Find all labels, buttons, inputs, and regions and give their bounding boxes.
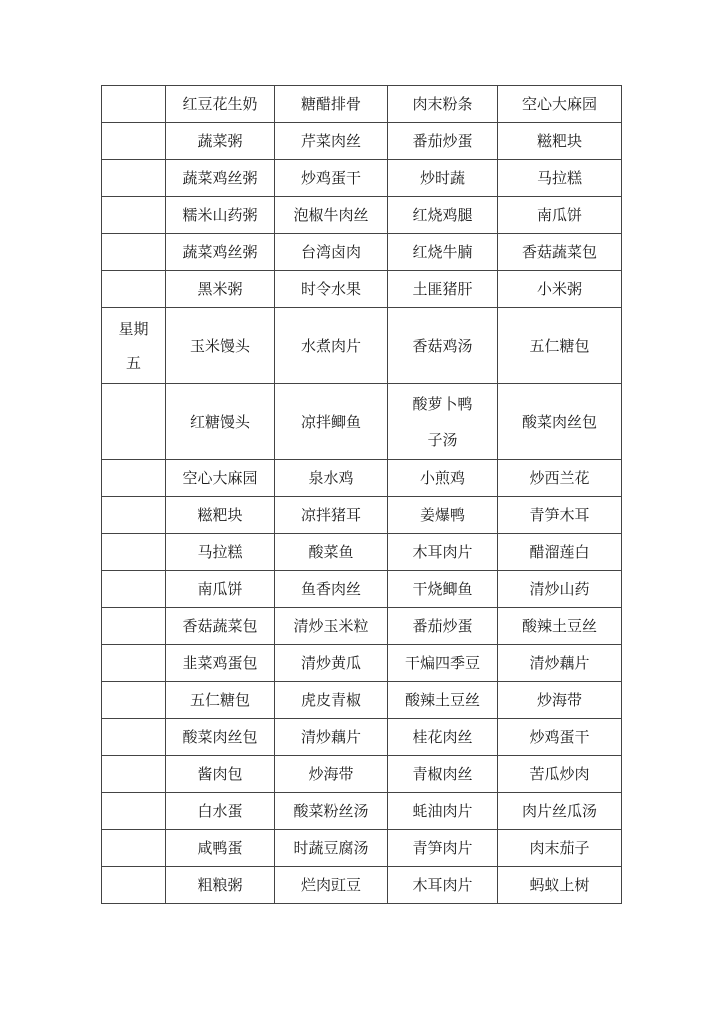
menu-cell: 小米粥 — [498, 271, 622, 308]
menu-cell: 咸鸭蛋 — [166, 830, 275, 867]
menu-cell: 芹菜肉丝 — [275, 123, 388, 160]
menu-cell: 虎皮青椒 — [275, 682, 388, 719]
table-row — [102, 534, 622, 571]
menu-cell: 青笋木耳 — [498, 497, 622, 534]
day-cell — [102, 497, 166, 534]
table-row — [102, 197, 622, 234]
menu-cell: 炒海带 — [275, 756, 388, 793]
table-row — [102, 756, 622, 793]
menu-cell: 土匪猪肝 — [388, 271, 498, 308]
menu-cell: 水煮肉片 — [275, 308, 388, 384]
table-row — [102, 719, 622, 756]
menu-cell: 红糖馒头 — [166, 384, 275, 460]
menu-table — [101, 85, 622, 904]
menu-cell: 酸菜粉丝汤 — [275, 793, 388, 830]
menu-cell: 凉拌猪耳 — [275, 497, 388, 534]
day-cell — [102, 571, 166, 608]
menu-cell: 清炒玉米粒 — [275, 608, 388, 645]
menu-cell: 泉水鸡 — [275, 460, 388, 497]
menu-cell: 鱼香肉丝 — [275, 571, 388, 608]
menu-cell: 蚝油肉片 — [388, 793, 498, 830]
table-row — [102, 645, 622, 682]
menu-cell: 五仁糖包 — [498, 308, 622, 384]
menu-cell: 白水蛋 — [166, 793, 275, 830]
menu-cell: 空心大麻园 — [166, 460, 275, 497]
menu-cell: 清炒黄瓜 — [275, 645, 388, 682]
menu-cell: 红烧鸡腿 — [388, 197, 498, 234]
menu-cell: 烂肉豇豆 — [275, 867, 388, 904]
menu-cell: 青笋肉片 — [388, 830, 498, 867]
menu-cell: 蔬菜鸡丝粥 — [166, 160, 275, 197]
menu-cell: 桂花肉丝 — [388, 719, 498, 756]
table-row — [102, 830, 622, 867]
day-label-friday: 星期五 — [118, 319, 149, 372]
menu-cell: 清炒藕片 — [275, 719, 388, 756]
menu-cell: 五仁糖包 — [166, 682, 275, 719]
menu-cell: 韭菜鸡蛋包 — [166, 645, 275, 682]
table-row — [102, 460, 622, 497]
table-row — [102, 308, 622, 384]
menu-cell: 木耳肉片 — [388, 534, 498, 571]
menu-cell: 干煸四季豆 — [388, 645, 498, 682]
table-row — [102, 682, 622, 719]
menu-cell: 干烧鲫鱼 — [388, 571, 498, 608]
menu-cell: 酸辣土豆丝 — [388, 682, 498, 719]
table-row — [102, 608, 622, 645]
day-cell — [102, 645, 166, 682]
menu-cell: 蔬菜粥 — [166, 123, 275, 160]
menu-cell: 酸辣土豆丝 — [498, 608, 622, 645]
menu-cell — [388, 384, 498, 460]
menu-cell: 空心大麻园 — [498, 86, 622, 123]
day-cell — [102, 608, 166, 645]
menu-cell: 肉片丝瓜汤 — [498, 793, 622, 830]
menu-cell: 蔬菜鸡丝粥 — [166, 234, 275, 271]
menu-cell: 糖醋排骨 — [275, 86, 388, 123]
menu-cell: 炒西兰花 — [498, 460, 622, 497]
table-row — [102, 160, 622, 197]
menu-cell: 马拉糕 — [498, 160, 622, 197]
menu-cell: 时令水果 — [275, 271, 388, 308]
day-cell — [102, 271, 166, 308]
menu-cell: 番茄炒蛋 — [388, 123, 498, 160]
menu-cell: 酸菜肉丝包 — [498, 384, 622, 460]
menu-cell: 糍粑块 — [166, 497, 275, 534]
menu-cell: 姜爆鸭 — [388, 497, 498, 534]
day-cell — [102, 756, 166, 793]
day-cell — [102, 384, 166, 460]
table-row — [102, 271, 622, 308]
menu-cell: 炒时蔬 — [388, 160, 498, 197]
menu-cell: 黑米粥 — [166, 271, 275, 308]
day-cell — [102, 460, 166, 497]
menu-cell: 台湾卤肉 — [275, 234, 388, 271]
menu-cell: 木耳肉片 — [388, 867, 498, 904]
menu-cell: 红豆花生奶 — [166, 86, 275, 123]
table-row — [102, 234, 622, 271]
menu-cell: 清炒藕片 — [498, 645, 622, 682]
menu-cell: 酸菜肉丝包 — [166, 719, 275, 756]
menu-cell: 玉米馒头 — [166, 308, 275, 384]
menu-cell: 酸菜鱼 — [275, 534, 388, 571]
table-row — [102, 123, 622, 160]
menu-cell: 凉拌鲫鱼 — [275, 384, 388, 460]
menu-cell: 炒海带 — [498, 682, 622, 719]
day-cell — [102, 123, 166, 160]
menu-cell: 番茄炒蛋 — [388, 608, 498, 645]
day-cell — [102, 160, 166, 197]
day-cell — [102, 234, 166, 271]
menu-cell: 泡椒牛肉丝 — [275, 197, 388, 234]
menu-cell: 糍粑块 — [498, 123, 622, 160]
menu-cell: 苦瓜炒肉 — [498, 756, 622, 793]
menu-cell: 马拉糕 — [166, 534, 275, 571]
menu-cell: 肉末粉条 — [388, 86, 498, 123]
day-cell — [102, 197, 166, 234]
menu-cell: 南瓜饼 — [166, 571, 275, 608]
table-row — [102, 86, 622, 123]
menu-cell: 香菇蔬菜包 — [166, 608, 275, 645]
day-cell — [102, 534, 166, 571]
day-cell — [102, 86, 166, 123]
day-cell — [102, 867, 166, 904]
menu-cell-text: 酸萝卜鸭子汤 — [412, 394, 473, 449]
menu-cell: 糯米山药粥 — [166, 197, 275, 234]
table-row — [102, 571, 622, 608]
menu-cell: 青椒肉丝 — [388, 756, 498, 793]
menu-cell: 炒鸡蛋干 — [275, 160, 388, 197]
table-row — [102, 497, 622, 534]
menu-cell: 小煎鸡 — [388, 460, 498, 497]
menu-cell: 炒鸡蛋干 — [498, 719, 622, 756]
table-row — [102, 793, 622, 830]
menu-cell: 蚂蚁上树 — [498, 867, 622, 904]
table-row — [102, 867, 622, 904]
menu-cell: 南瓜饼 — [498, 197, 622, 234]
menu-cell: 时蔬豆腐汤 — [275, 830, 388, 867]
menu-cell: 肉末茄子 — [498, 830, 622, 867]
day-cell — [102, 682, 166, 719]
menu-cell: 醋溜莲白 — [498, 534, 622, 571]
menu-cell: 粗粮粥 — [166, 867, 275, 904]
table-row — [102, 384, 622, 460]
menu-cell: 香菇鸡汤 — [388, 308, 498, 384]
menu-cell: 红烧牛腩 — [388, 234, 498, 271]
menu-cell: 香菇蔬菜包 — [498, 234, 622, 271]
menu-cell: 清炒山药 — [498, 571, 622, 608]
day-cell — [102, 308, 166, 384]
day-cell — [102, 830, 166, 867]
menu-cell: 酱肉包 — [166, 756, 275, 793]
day-cell — [102, 793, 166, 830]
day-cell — [102, 719, 166, 756]
